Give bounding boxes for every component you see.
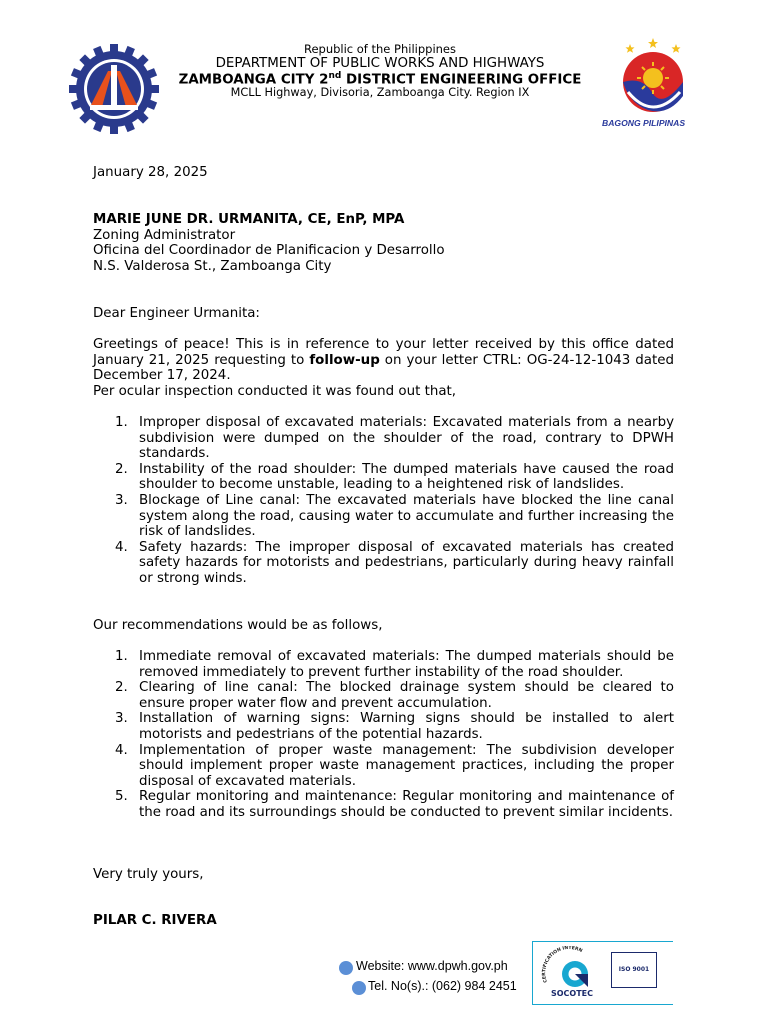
intro-bold: follow-up [309,352,380,368]
office-address: MCLL Highway, Divisoria, Zamboanga City. Region IX [230,86,530,99]
list-text: Immediate removal of excavated materials: The dumped materials should be removed immediately to prevent further instability of the road shoulder. [139,649,674,680]
office-name-suffix: DISTRICT ENGINEERING OFFICE [341,72,582,88]
inspection-line: Per ocular inspection conducted it was found out that, [93,384,457,399]
list-text: Blockage of Line canal: The excavated materials have blocked the line canal system along the road, causing water to accumulate and further increasing the risk of landslides. [139,492,674,540]
list-text: Regular monitoring and maintenance: Regular monitoring and maintenance of the road and its surroundings should be conducted to prevent similar incidents. [139,789,674,820]
department-name: DEPARTMENT OF PUBLIC WORKS AND HIGHWAYS [215,56,545,71]
republic-line: Republic of the Philippines [303,42,457,56]
recipient-name: MARIE JUNE DR. URMANITA, CE, EnP, MPA [93,212,405,227]
footer-website: Website: www.dpwh.gov.ph [356,959,508,973]
recipient-address: N.S. Valderosa St., Zamboanga City [93,259,332,274]
iso-box [611,952,657,988]
footer-tel: Tel. No(s).: (062) 984 2451 [368,979,517,993]
list-number: 4. [115,742,128,758]
recommendations-intro: Our recommendations would be as follows, [93,618,383,633]
list-text: Safety hazards: The improper disposal of excavated materials has created safety hazards for motorists and pedestrians, particularly during heavy rainfall or strong winds. [139,539,674,586]
list-number: 1. [115,415,128,430]
list-item [93,743,674,790]
intro-text-2: on your letter CTRL: OG-24-12-1043 dated December 17, 2024. [93,352,674,384]
letter-date: January 28, 2025 [93,165,208,180]
list-item [93,493,674,540]
iso-label: ISO 9001 [618,966,650,973]
recommendations-list [93,649,674,821]
closing: Very truly yours, [93,867,204,882]
list-item [93,711,674,742]
phone-icon [352,981,366,995]
signatory-name: PILAR C. RIVERA [93,913,217,928]
socotec-logo-icon [541,946,601,992]
cert-arc-text: CERTIFICATION INTERN [542,946,583,984]
office-name [150,71,610,87]
list-item [93,789,674,820]
recipient-title: Zoning Administrator [93,228,236,243]
globe-icon [339,961,353,975]
intro-paragraph [93,337,674,384]
list-number: 2. [115,461,128,477]
list-number: 1. [115,649,128,664]
list-item [93,680,674,711]
recipient-office: Oficina del Coordinador de Planificacion y Desarrollo [93,243,445,258]
bagong-pilipinas-logo-icon [608,36,698,128]
list-text: Implementation of proper waste management: The subdivision developer should implement proper waste management practices, including the proper disposal of excavated materials. [139,742,674,789]
list-item [93,462,674,493]
office-name-prefix: ZAMBOANGA CITY 2 [178,72,329,88]
office-name-sup: nd [328,71,342,81]
list-item [93,649,674,680]
list-text: Clearing of line canal: The blocked drainage system should be cleared to ensure proper water flow and prevent accumulation. [139,680,674,711]
list-number: 3. [115,711,128,727]
list-item [93,540,674,587]
list-text: Improper disposal of excavated materials: Excavated materials from a nearby subdivision were dumped on the shoulder of the road, contrary to DPWH standards. [139,415,674,462]
list-item [93,415,674,462]
salutation: Dear Engineer Urmanita: [93,306,260,321]
cert-name: SOCOTEC [550,989,594,998]
list-number: 2. [115,680,128,696]
list-number: 3. [115,492,128,508]
list-text: Instability of the road shoulder: The dumped materials have caused the road shoulder to become unstable, leading to a heightened risk of landslides. [139,461,674,493]
certification-badge [532,941,673,1005]
dpwh-seal-icon [68,43,160,135]
list-number: 4. [115,539,128,555]
list-text: Installation of warning signs: Warning signs should be installed to alert motorists and pedestrians of the potential hazards. [139,711,674,742]
list-number: 5. [115,789,128,805]
intro-text-1: Greetings of peace! This is in reference to your letter received by this office dated January 21, 2025 requesting to [93,337,674,368]
findings-list [93,415,674,587]
bagong-pilipinas-text: BAGONG PILIPINAS [602,118,686,128]
